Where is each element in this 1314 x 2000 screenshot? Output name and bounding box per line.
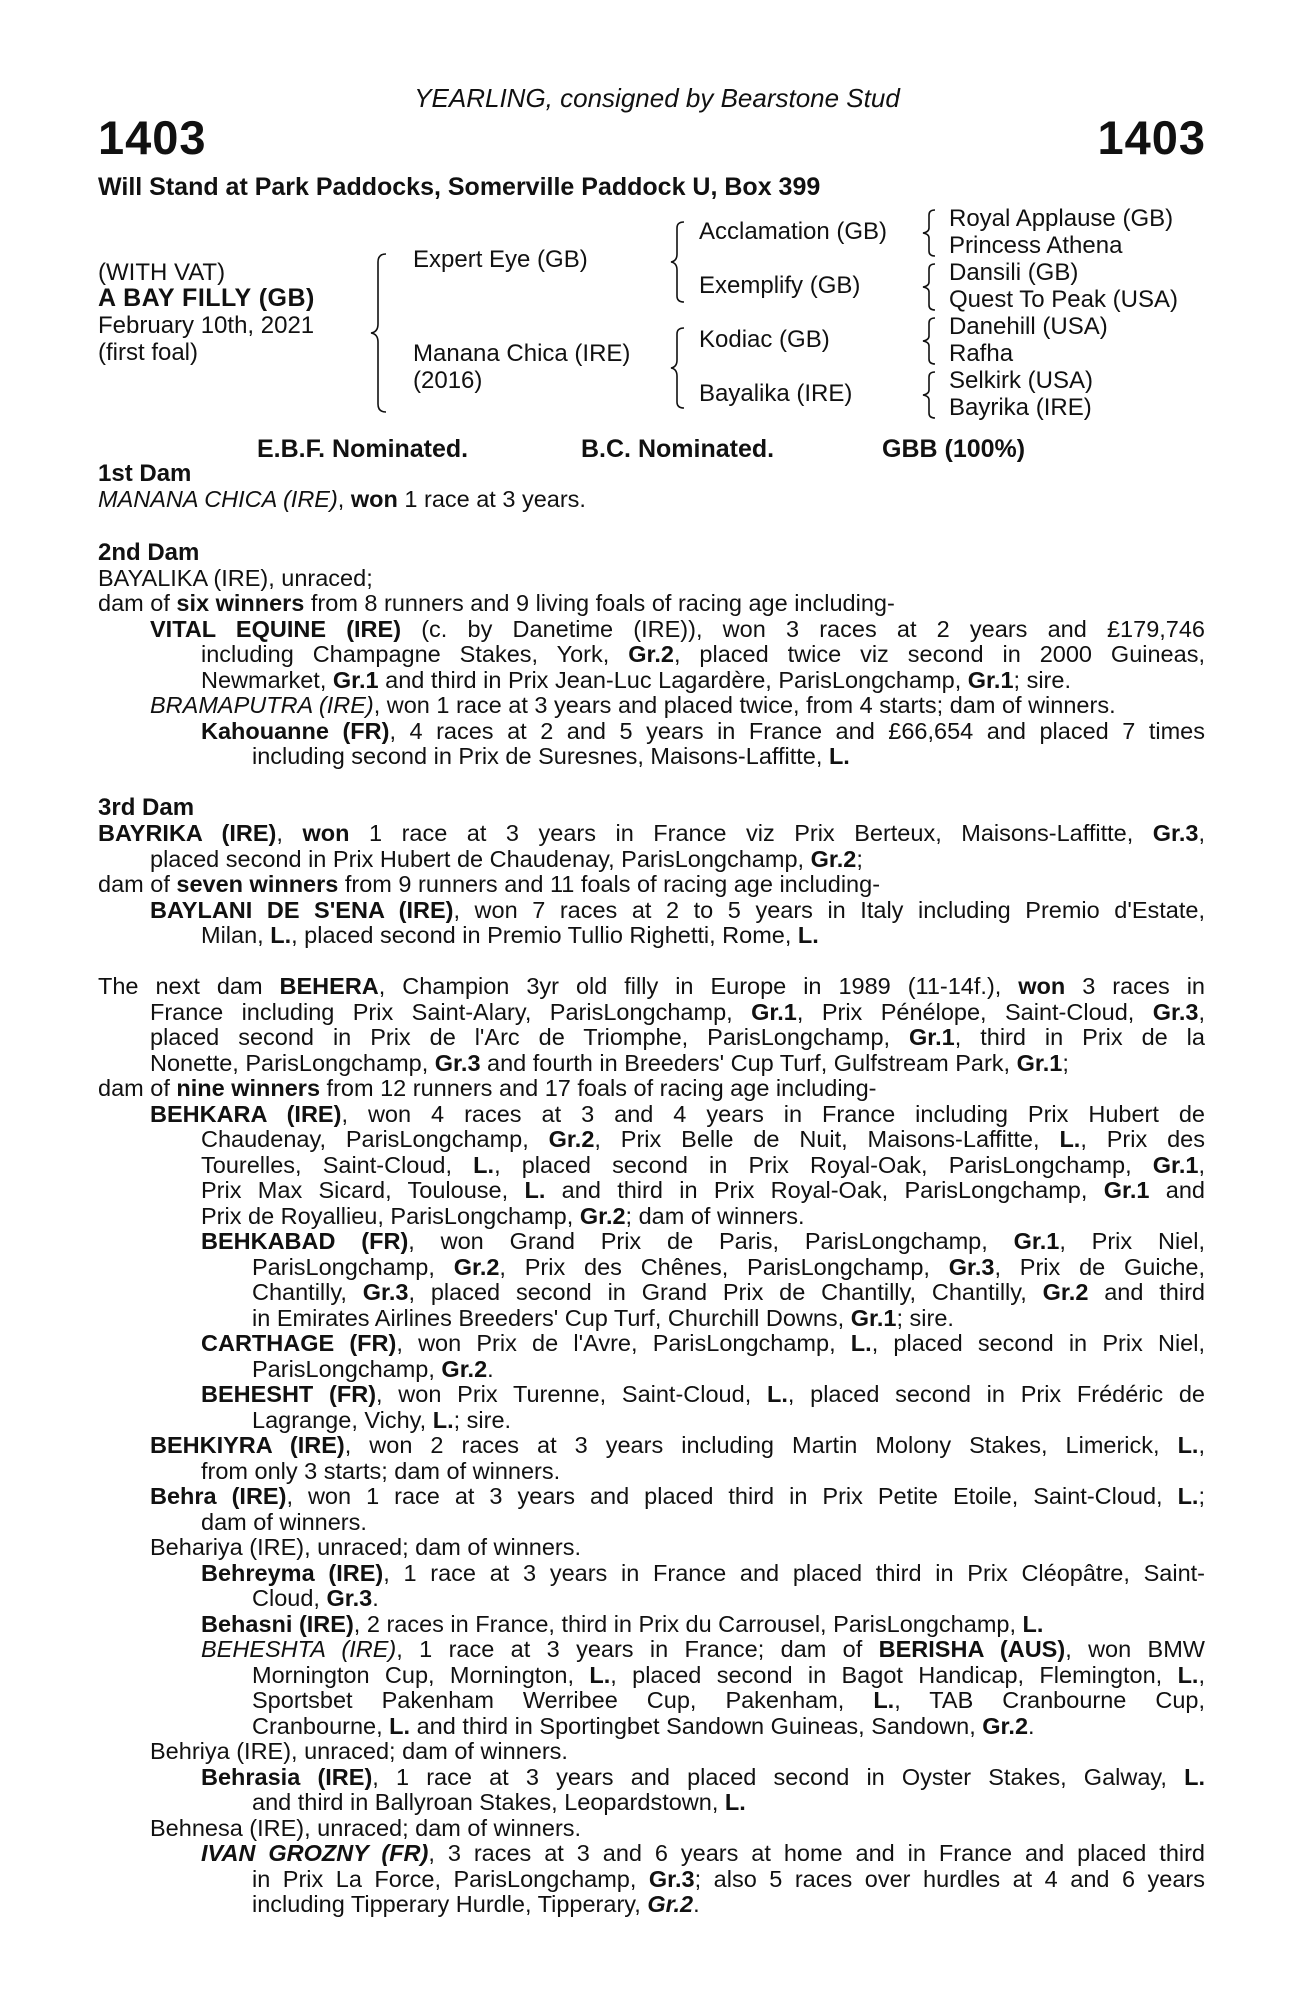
line-text: Nonette, ParisLongchamp, — [150, 1050, 435, 1076]
emphasis-text: nine winners — [176, 1075, 321, 1101]
emphasis-text: L. — [766, 1381, 788, 1407]
line-text: France including Prix Saint-Alary, ParisLongchamp, — [150, 999, 752, 1025]
catalogue-line — [252, 1356, 494, 1383]
line-text: and third in Prix Jean-Luc Lagardère, ParisLongchamp, — [378, 667, 968, 693]
line-text: , Prix Niel, — [1059, 1228, 1205, 1254]
line-text: including second in Prix de Suresnes, Maisons-Laffitte, — [252, 743, 829, 769]
catalogue-line — [98, 590, 895, 617]
emphasis-text: L. — [1177, 1432, 1199, 1458]
line-text: The next dam — [98, 973, 280, 999]
emphasis-text: Gr.2 — [1042, 1279, 1089, 1305]
catalogue-line — [98, 1075, 877, 1102]
catalogue-line — [201, 1611, 1043, 1638]
emphasis-text: L. — [270, 922, 292, 948]
catalogue-line — [201, 1152, 1205, 1179]
catalogue-line — [201, 1764, 1205, 1791]
line-text: , 1 race at 3 years and placed second in Oyster Stakes, Galway, — [372, 1764, 1185, 1790]
gen4-name: Princess Athena — [949, 232, 1123, 259]
emphasis-text: L. — [524, 1177, 546, 1203]
line-text: from 9 runners and 11 foals of racing age including- — [338, 871, 881, 897]
catalogue-line — [252, 1305, 954, 1332]
catalogue-line — [252, 1687, 1205, 1714]
line-text: Prix de Royallieu, ParisLongchamp, — [201, 1203, 580, 1229]
line-text: , placed second in Prix Royal-Oak, ParisLongchamp, — [494, 1152, 1153, 1178]
catalogue-line — [201, 1381, 1205, 1408]
vat-note: (WITH VAT) — [98, 259, 226, 286]
line-text: and third in Sportingbet Sandown Guineas, Sandown, — [410, 1713, 983, 1739]
emphasis-text: Gr.1 — [1152, 1152, 1199, 1178]
emphasis-text: seven winners — [176, 871, 339, 897]
emphasis-text: L. — [432, 1407, 454, 1433]
line-text: Lagrange, Vichy, — [252, 1407, 433, 1433]
emphasis-text: Gr.3 — [362, 1279, 409, 1305]
emphasis-text: L. — [1059, 1126, 1081, 1152]
gen3-name: Bayalika (IRE) — [699, 380, 853, 407]
catalogue-line — [98, 871, 880, 898]
line-text: Tourelles, Saint-Cloud, — [201, 1152, 474, 1178]
catalogue-line — [201, 1509, 367, 1536]
emphasis-text: L. — [850, 1330, 872, 1356]
catalogue-line — [98, 486, 586, 513]
emphasis-text: L. — [1177, 1662, 1199, 1688]
emphasis-text: Gr.3 — [434, 1050, 481, 1076]
catalogue-line — [150, 1024, 1205, 1051]
line-text: ; sire. — [453, 1407, 512, 1433]
line-text: ; — [856, 846, 863, 872]
line-text: , won Grand Prix de Paris, ParisLongchamp, — [408, 1228, 1014, 1254]
third-dam-heading: 3rd Dam — [98, 794, 195, 821]
catalogue-line — [252, 1866, 1205, 1893]
line-text: ; sire. — [1013, 667, 1071, 693]
gen4-name: Bayrika (IRE) — [949, 394, 1092, 421]
emphasis-text: Gr.3 — [948, 1254, 995, 1280]
catalogue-line — [201, 1560, 1205, 1587]
catalogue-line — [201, 1458, 560, 1485]
line-text: Chantilly, — [252, 1279, 363, 1305]
pedigree-brace — [920, 208, 938, 258]
emphasis-text: Gr.2 — [810, 846, 857, 872]
line-text: ; also 5 races over hurdles at 4 and 6 years — [694, 1866, 1205, 1892]
emphasis-text: BEHESHT (FR) — [201, 1381, 377, 1407]
catalogue-line — [201, 1636, 1205, 1663]
line-text: Cranbourne, — [252, 1713, 390, 1739]
emphasis-text: Gr.2 — [982, 1713, 1029, 1739]
line-text: ParisLongchamp, — [252, 1254, 454, 1280]
catalogue-line — [252, 1585, 379, 1612]
line-text: placed second in Prix Hubert de Chaudenay, ParisLongchamp, — [150, 846, 811, 872]
subject-foal-note: (first foal) — [98, 339, 199, 366]
line-text: , won BMW — [1065, 1636, 1205, 1662]
line-text: , placed second in Prix Niel, — [871, 1330, 1206, 1356]
catalogue-line — [98, 820, 1205, 847]
catalogue-line — [150, 1483, 1205, 1510]
lot-number-left: 1403 — [98, 111, 207, 164]
line-text: , TAB Cranbourne Cup, — [894, 1687, 1205, 1713]
pedigree-brace — [368, 252, 390, 414]
emphasis-text: L. — [1022, 1611, 1044, 1637]
line-text: . — [372, 1585, 379, 1611]
emphasis-text: L. — [389, 1713, 411, 1739]
emphasis-text: Gr.2 — [579, 1203, 626, 1229]
line-text: , won 2 races at 3 years including Martin Molony Stakes, Limerick, — [344, 1432, 1178, 1458]
emphasis-text: Gr.3 — [326, 1585, 373, 1611]
emphasis-text: MANANA CHICA (IRE) — [98, 486, 338, 512]
catalogue-line — [150, 999, 1205, 1026]
line-text: Behnesa (IRE), unraced; dam of winners. — [150, 1815, 582, 1841]
line-text: , third in Prix de la — [954, 1024, 1205, 1050]
emphasis-text: Gr.1 — [967, 667, 1014, 693]
line-text: 3 races in — [1065, 973, 1205, 999]
catalogue-line — [252, 1407, 511, 1434]
line-text: , — [276, 820, 303, 846]
emphasis-text: L. — [589, 1662, 611, 1688]
line-text: , — [1198, 1432, 1205, 1458]
line-text: placed second in Prix de l'Arc de Triomphe, ParisLongchamp, — [150, 1024, 910, 1050]
emphasis-text: Behreyma (IRE) — [201, 1560, 384, 1586]
line-text: from only 3 starts; dam of winners. — [201, 1458, 561, 1484]
emphasis-text: BAYRIKA (IRE) — [98, 820, 277, 846]
line-text: Sportsbet Pakenham Werribee Cup, Pakenham, — [252, 1687, 874, 1713]
line-text: ParisLongchamp, — [252, 1356, 442, 1382]
catalogue-line — [150, 897, 1205, 924]
catalogue-line — [201, 641, 1205, 668]
catalogue-line — [150, 692, 1116, 719]
catalogue-line — [201, 1126, 1205, 1153]
emphasis-text: Gr.3 — [1152, 999, 1199, 1025]
line-text: Chaudenay, ParisLongchamp, — [201, 1126, 549, 1152]
line-text: including Tipperary Hurdle, Tipperary, — [252, 1891, 648, 1917]
catalogue-line — [150, 1815, 581, 1842]
line-text: (c. by Danetime (IRE)), won 3 races at 2 years and £179,746 — [401, 616, 1206, 642]
line-text: , — [1198, 820, 1206, 846]
line-text: dam of — [98, 590, 177, 616]
line-text: , placed second in Bagot Handicap, Flemington, — [610, 1662, 1178, 1688]
line-text: , Prix Pénélope, Saint-Cloud, — [796, 999, 1153, 1025]
emphasis-text: BRAMAPUTRA (IRE) — [150, 692, 374, 718]
emphasis-text: Gr.1 — [850, 1305, 897, 1331]
emphasis-text: Kahouanne (FR) — [201, 718, 390, 744]
emphasis-text: Behrasia (IRE) — [201, 1764, 373, 1790]
line-text: ; — [1198, 1483, 1205, 1509]
catalogue-line — [98, 973, 1205, 1000]
emphasis-text: Gr.1 — [909, 1024, 955, 1050]
emphasis-text: Gr.1 — [1013, 1228, 1060, 1254]
line-text: . — [693, 1891, 700, 1917]
emphasis-text: CARTHAGE (FR) — [201, 1330, 397, 1356]
line-text: in Prix La Force, ParisLongchamp, — [252, 1866, 649, 1892]
emphasis-text: six winners — [176, 590, 305, 616]
line-text: , Prix des — [1080, 1126, 1205, 1152]
line-text: Prix Max Sicard, Toulouse, — [201, 1177, 525, 1203]
line-text: , — [1198, 1662, 1205, 1688]
line-text: Mornington Cup, Mornington, — [252, 1662, 590, 1688]
catalogue-line — [201, 1840, 1205, 1867]
catalogue-line — [150, 1101, 1205, 1128]
emphasis-text: BAYLANI DE S'ENA (IRE) — [150, 897, 454, 923]
line-text: , Prix des Chênes, ParisLongchamp, — [499, 1254, 949, 1280]
catalogue-line — [252, 1789, 746, 1816]
emphasis-text: L. — [828, 743, 850, 769]
catalogue-line — [252, 1254, 1205, 1281]
line-text: , won Prix de l'Avre, ParisLongchamp, — [396, 1330, 851, 1356]
line-text: dam of — [98, 871, 177, 897]
gen3-name: Kodiac (GB) — [699, 326, 830, 353]
emphasis-text: L. — [724, 1789, 746, 1815]
gen4-name: Dansili (GB) — [949, 259, 1079, 286]
catalogue-line — [150, 846, 863, 873]
catalogue-line — [201, 1330, 1205, 1357]
line-text: dam of winners. — [201, 1509, 367, 1535]
catalogue-line — [201, 667, 1071, 694]
catalogue-line — [150, 1738, 568, 1765]
line-text: , placed second in Grand Prix de Chantilly, Chantilly, — [408, 1279, 1043, 1305]
catalogue-line — [150, 616, 1205, 643]
line-text: , — [1198, 1152, 1205, 1178]
line-text: , 4 races at 2 and 5 years in France and £66,654 and placed 7 times — [389, 718, 1205, 744]
line-text: , — [337, 486, 351, 512]
emphasis-text: won — [302, 820, 350, 846]
emphasis-text: Gr.3 — [648, 1866, 695, 1892]
line-text: and third in Prix Royal-Oak, ParisLongchamp, — [545, 1177, 1104, 1203]
line-text: Behariya (IRE), unraced; dam of winners. — [150, 1534, 582, 1560]
line-text: Milan, — [201, 922, 271, 948]
line-text: , placed twice viz second in 2000 Guineas, — [673, 641, 1205, 667]
line-text: , 2 races in France, third in Prix du Carrousel, ParisLongchamp, — [353, 1611, 1023, 1637]
line-text: , — [1198, 999, 1205, 1025]
dam-name: Manana Chica (IRE) — [413, 340, 631, 367]
gen4-name: Quest To Peak (USA) — [949, 286, 1178, 313]
line-text: Behriya (IRE), unraced; dam of winners. — [150, 1738, 568, 1764]
catalogue-line — [201, 1203, 804, 1230]
emphasis-text: BERISHA (AUS) — [878, 1636, 1066, 1662]
gen4-name: Royal Applause (GB) — [949, 205, 1174, 232]
subject-name: A BAY FILLY (GB) — [98, 284, 315, 312]
line-text: and — [1149, 1177, 1205, 1203]
emphasis-text: Gr.3 — [1152, 820, 1199, 846]
line-text: , won 1 race at 3 years and placed third in Prix Petite Etoile, Saint-Cloud, — [286, 1483, 1178, 1509]
emphasis-text: Gr.2 — [441, 1356, 488, 1382]
emphasis-text: L. — [1177, 1483, 1199, 1509]
gen4-name: Selkirk (USA) — [949, 367, 1094, 394]
line-text: , 3 races at 3 and 6 years at home and in France and placed third — [428, 1840, 1206, 1866]
catalogue-line — [201, 1228, 1205, 1255]
emphasis-text: Gr.1 — [1103, 1177, 1150, 1203]
emphasis-text: Behra (IRE) — [150, 1483, 287, 1509]
line-text: in Emirates Airlines Breeders' Cup Turf, Churchill Downs, — [252, 1305, 851, 1331]
line-text: BAYALIKA (IRE), unraced; — [98, 565, 373, 591]
emphasis-text: Gr.1 — [332, 667, 379, 693]
pedigree-brace — [920, 316, 938, 366]
line-text: , won 7 races at 2 to 5 years in Italy including Premio d'Estate, — [453, 897, 1205, 923]
gen3-name: Exemplify (GB) — [699, 272, 861, 299]
stable-location: Will Stand at Park Paddocks, Somerville Paddock U, Box 399 — [98, 173, 821, 201]
ebf-nomination: E.B.F. Nominated. — [257, 435, 469, 463]
emphasis-text: Gr.1 — [751, 999, 797, 1025]
emphasis-text: VITAL EQUINE (IRE) — [150, 616, 402, 642]
emphasis-text: BEHESHTA (IRE) — [201, 1636, 397, 1662]
consignment-subtitle: YEARLING, consigned by Bearstone Stud — [414, 83, 900, 113]
catalogue-line — [150, 1432, 1205, 1459]
emphasis-text: Gr.2 — [647, 1891, 694, 1917]
emphasis-text: L. — [1184, 1764, 1205, 1790]
line-text: ; sire. — [896, 1305, 954, 1331]
gen4-name: Danehill (USA) — [949, 313, 1108, 340]
line-text: and third in Ballyroan Stakes, Leopardstown, — [252, 1789, 725, 1815]
catalogue-line — [150, 1050, 1069, 1077]
emphasis-text: won — [1018, 973, 1066, 999]
line-text: ; — [1062, 1050, 1069, 1076]
emphasis-text: BEHERA — [279, 973, 379, 999]
line-text: dam of — [98, 1075, 177, 1101]
emphasis-text: Gr.2 — [453, 1254, 500, 1280]
emphasis-text: Gr.1 — [1016, 1050, 1063, 1076]
pedigree-brace — [920, 370, 938, 420]
line-text: , won 1 race at 3 years and placed twice, from 4 starts; dam of winners. — [373, 692, 1116, 718]
bc-nomination: B.C. Nominated. — [581, 435, 775, 463]
line-text: from 8 runners and 9 living foals of racing age including- — [304, 590, 895, 616]
catalogue-line — [98, 565, 373, 592]
line-text: . — [487, 1356, 494, 1382]
pedigree-brace — [668, 220, 688, 304]
line-text: , Champion 3yr old filly in Europe in 1989 (11-14f.), — [378, 973, 1019, 999]
subject-dob: February 10th, 2021 — [98, 312, 315, 339]
emphasis-text: BEHKABAD (FR) — [201, 1228, 409, 1254]
line-text: including Champagne Stakes, York, — [201, 641, 629, 667]
catalogue-line — [201, 922, 819, 949]
gen3-name: Acclamation (GB) — [699, 218, 888, 245]
emphasis-text: L. — [873, 1687, 895, 1713]
first-dam-heading: 1st Dam — [98, 460, 192, 487]
catalogue-line — [201, 1177, 1205, 1204]
pedigree-brace — [668, 326, 688, 410]
emphasis-text: L. — [797, 922, 819, 948]
catalogue-line — [150, 1534, 581, 1561]
emphasis-text: IVAN GROZNY (FR) — [201, 1840, 429, 1866]
line-text: from 12 runners and 17 foals of racing age including- — [320, 1075, 877, 1101]
line-text: and third — [1088, 1279, 1205, 1305]
lot-number-right: 1403 — [1097, 111, 1206, 164]
line-text: , placed second in Prix Frédéric de — [787, 1381, 1205, 1407]
catalogue-line — [252, 1891, 700, 1918]
line-text: . — [1028, 1713, 1035, 1739]
line-text: 1 race at 3 years in France viz Prix Berteux, Maisons-Laffitte, — [349, 820, 1153, 846]
gen4-name: Rafha — [949, 340, 1014, 367]
line-text: 1 race at 3 years. — [397, 486, 586, 512]
emphasis-text: Behasni (IRE) — [201, 1611, 354, 1637]
sire-name: Expert Eye (GB) — [413, 246, 588, 273]
emphasis-text: BEHKIYRA (IRE) — [150, 1432, 345, 1458]
emphasis-text: won — [350, 486, 398, 512]
pedigree-brace — [920, 262, 938, 312]
emphasis-text: L. — [473, 1152, 495, 1178]
line-text: , won 4 races at 3 and 4 years in France including Prix Hubert de — [341, 1101, 1206, 1127]
gbb-rating: GBB (100%) — [882, 435, 1026, 463]
line-text: , 1 race at 3 years in France and placed third in Prix Cléopâtre, Saint- — [383, 1560, 1206, 1586]
catalogue-line — [201, 718, 1205, 745]
emphasis-text: BEHKARA (IRE) — [150, 1101, 342, 1127]
catalogue-line — [252, 1713, 1035, 1740]
emphasis-text: Gr.2 — [548, 1126, 595, 1152]
line-text: , Prix Belle de Nuit, Maisons-Laffitte, — [594, 1126, 1060, 1152]
line-text: Cloud, — [252, 1585, 327, 1611]
dam-year: (2016) — [413, 367, 483, 394]
line-text: , won Prix Turenne, Saint-Cloud, — [376, 1381, 767, 1407]
emphasis-text: Gr.2 — [628, 641, 674, 667]
line-text: and fourth in Breeders' Cup Turf, Gulfstream Park, — [480, 1050, 1017, 1076]
second-dam-heading: 2nd Dam — [98, 539, 200, 566]
line-text: Newmarket, — [201, 667, 333, 693]
line-text: , placed second in Premio Tullio Righetti, Rome, — [291, 922, 798, 948]
catalogue-line — [252, 1279, 1205, 1306]
line-text: ; dam of winners. — [625, 1203, 805, 1229]
catalogue-line — [252, 1662, 1205, 1689]
catalogue-line — [252, 743, 850, 770]
line-text: , 1 race at 3 years in France; dam of — [396, 1636, 879, 1662]
line-text: , Prix de Guiche, — [994, 1254, 1205, 1280]
